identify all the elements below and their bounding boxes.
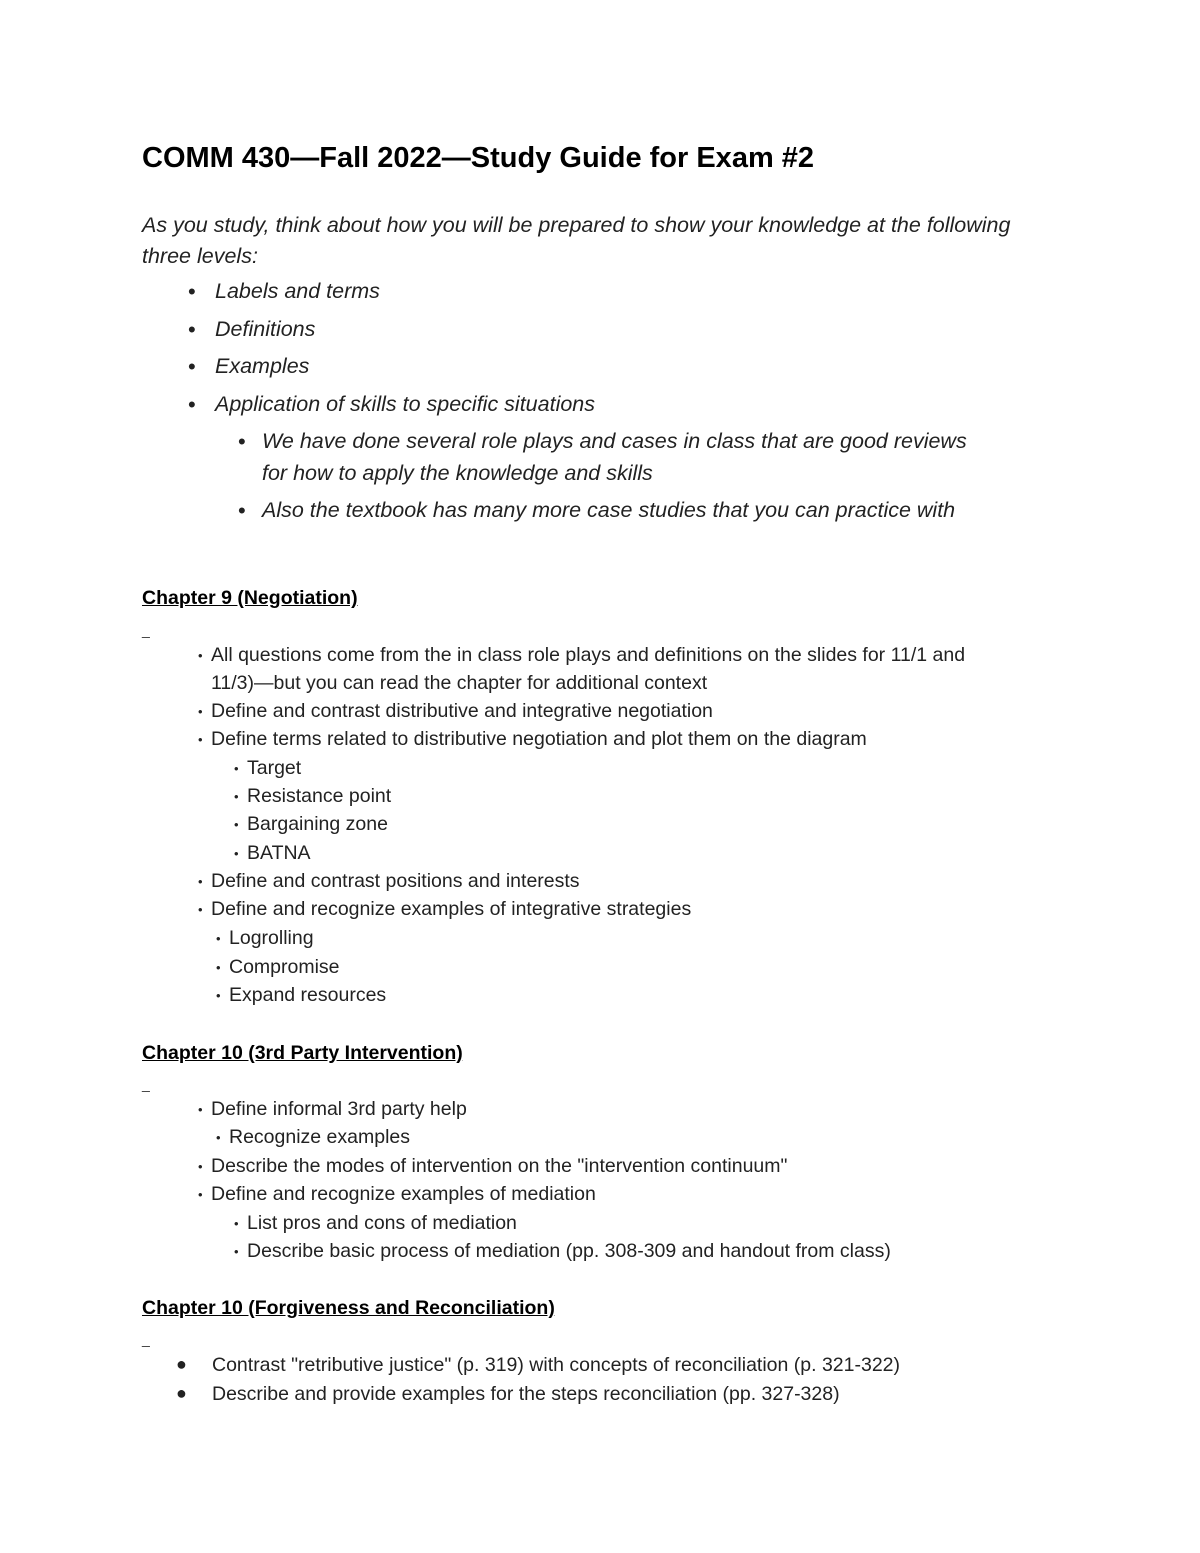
bullet-icon: •: [198, 732, 203, 747]
bullet-icon: •: [216, 988, 221, 1003]
list-item: • Resistance point: [234, 782, 391, 810]
list-item: • Expand resources: [216, 981, 386, 1009]
list-item: ● Contrast "retributive justice" (p. 319) with concepts of reconciliation (p. 321-322): [176, 1351, 900, 1379]
bullet-icon: •: [234, 1216, 239, 1231]
list-item: • We have done several role plays and cases in class that are good reviews: [238, 426, 967, 457]
bullet-icon: •: [238, 498, 246, 523]
bullet-icon: •: [234, 817, 239, 832]
bullet-icon: •: [216, 931, 221, 946]
bullet-icon: •: [198, 704, 203, 719]
bullet-icon: ●: [176, 1383, 187, 1403]
list-item: • Define terms related to distributive negotiation and plot them on the diagram: [198, 725, 867, 753]
list-item: • Also the textbook has many more case studies that you can practice with: [238, 495, 955, 526]
list-item-continuation: 11/3)—but you can read the chapter for additional context: [211, 672, 708, 694]
bullet-icon: •: [234, 846, 239, 861]
list-item: • Define and contrast distributive and integrative negotiation: [198, 697, 713, 725]
bullet-icon: •: [234, 1244, 239, 1259]
bullet-icon: •: [234, 789, 239, 804]
bullet-icon: •: [188, 279, 196, 304]
list-item: • Logrolling: [216, 924, 314, 952]
section-heading-chapter-9: Chapter 9 (Negotiation): [142, 587, 358, 609]
list-item: • Labels and terms: [188, 276, 380, 307]
intro-paragraph: As you study, think about how you will be prepared to show your knowledge at the following three levels:: [142, 213, 1011, 268]
list-item: • Describe the modes of intervention on the "intervention continuum": [198, 1152, 787, 1180]
bullet-icon: •: [216, 960, 221, 975]
section-heading-chapter-10-forgiveness: Chapter 10 (Forgiveness and Reconciliation): [142, 1297, 555, 1319]
list-item: • Describe basic process of mediation (pp. 308-309 and handout from class): [234, 1237, 891, 1265]
bullet-icon: •: [198, 1102, 203, 1117]
list-item: • Define informal 3rd party help: [198, 1095, 467, 1123]
list-item: • List pros and cons of mediation: [234, 1209, 517, 1237]
bullet-icon: ●: [176, 1354, 187, 1374]
list-item: • All questions come from the in class role plays and definitions on the slides for 11/1 and: [198, 641, 965, 669]
page-title: COMM 430—Fall 2022—Study Guide for Exam #2: [142, 142, 815, 174]
list-item: • Recognize examples: [216, 1123, 410, 1151]
list-item: • Define and contrast positions and interests: [198, 867, 580, 895]
bullet-icon: •: [198, 1159, 203, 1174]
bullet-icon: •: [188, 392, 196, 417]
bullet-icon: •: [198, 648, 203, 663]
list-item-continuation: for how to apply the knowledge and skills: [262, 461, 653, 485]
list-item: • Examples: [188, 351, 309, 382]
section-dash: _: [142, 1076, 150, 1092]
section-dash: _: [142, 1331, 150, 1347]
bullet-icon: •: [188, 317, 196, 342]
list-item: • BATNA: [234, 839, 311, 867]
section-dash: _: [142, 622, 150, 638]
list-item: • Define and recognize examples of mediation: [198, 1180, 596, 1208]
list-item: • Define and recognize examples of integrative strategies: [198, 895, 691, 923]
bullet-icon: •: [238, 429, 246, 454]
list-item: • Compromise: [216, 953, 340, 981]
bullet-icon: •: [198, 902, 203, 917]
bullet-icon: •: [198, 874, 203, 889]
list-item: • Target: [234, 754, 301, 782]
bullet-icon: •: [198, 1187, 203, 1202]
list-item: • Application of skills to specific situations: [188, 389, 595, 420]
bullet-icon: •: [234, 761, 239, 776]
bullet-icon: •: [216, 1130, 221, 1145]
list-item: • Bargaining zone: [234, 810, 388, 838]
list-item: ● Describe and provide examples for the steps reconciliation (pp. 327-328): [176, 1380, 840, 1408]
list-item: • Definitions: [188, 314, 315, 345]
bullet-icon: •: [188, 354, 196, 379]
section-heading-chapter-10-intervention: Chapter 10 (3rd Party Intervention): [142, 1042, 463, 1064]
